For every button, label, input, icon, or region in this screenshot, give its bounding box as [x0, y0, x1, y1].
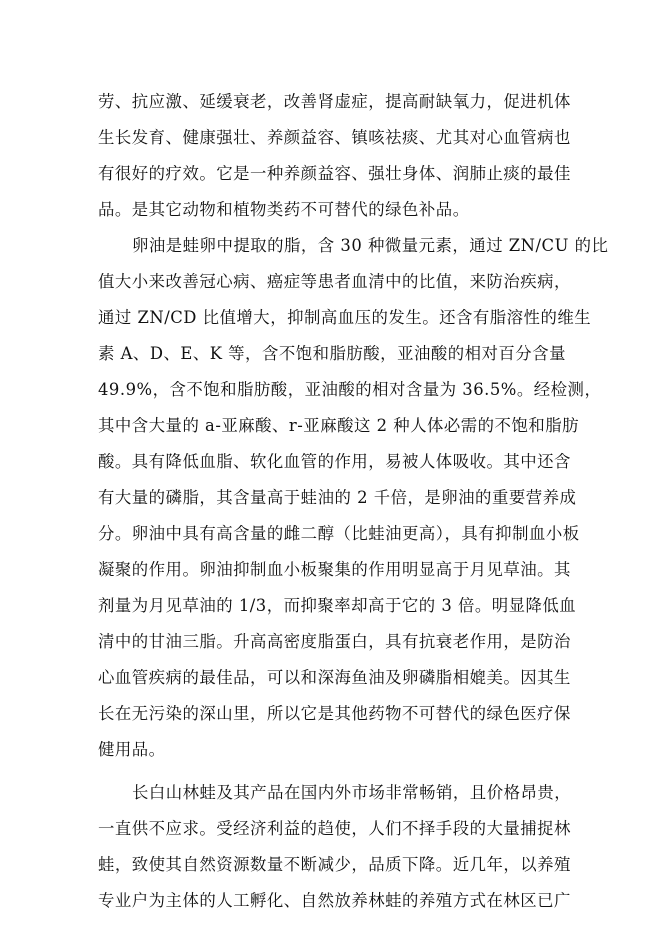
- text-line: 心血管疾病的最佳品，可以和深海鱼油及卵磷脂相媲美。因其生: [98, 668, 571, 687]
- text-line: 凝聚的作用。卵油抑制血小板聚集的作用明显高于月见草油。其: [98, 560, 571, 579]
- text-line: 蛙，致使其自然资源数量不断减少，品质下降。近几年，以养殖: [98, 855, 571, 874]
- text-line: 酸。具有降低血脂、软化血管的作用，易被人体吸收。其中还含: [98, 452, 571, 471]
- text-line: 健用品。: [98, 740, 166, 759]
- text-line: 通过 ZN/CD 比值增大，抑制高血压的发生。还含有脂溶性的维生: [98, 308, 592, 327]
- text-line: 值大小来改善冠心病、癌症等患者血清中的比值，来防治疾病，: [98, 272, 571, 291]
- text-line: 生长发育、健康强壮、养颜益容、镇咳祛痰、尤其对心血管病也: [98, 128, 571, 147]
- text-line: 长白山林蛙及其产品在国内外市场非常畅销，且价格昂贵，: [132, 783, 572, 802]
- text-line: 素 A、D、E、K 等，含不饱和脂肪酸，亚油酸的相对百分含量: [98, 344, 566, 363]
- text-line: 有大量的磷脂，其含量高于蛙油的 2 千倍，是卵油的重要营养成: [98, 488, 577, 507]
- text-line: 有很好的疗效。它是一种养颜益容、强壮身体、润肺止痰的最佳: [98, 164, 571, 183]
- text-line: 品。是其它动物和植物类药不可替代的绿色补品。: [98, 200, 470, 219]
- text-line: 剂量为月见草油的 1/3，而抑聚率却高于它的 3 倍。明显降低血: [98, 596, 577, 615]
- text-line: 劳、抗应激、延缓衰老，改善肾虚症，提高耐缺氧力，促进机体: [98, 92, 571, 111]
- text-line: 卵油是蛙卵中提取的脂，含 30 种微量元素，通过 ZN/CU 的比: [132, 236, 609, 255]
- text-line: 分。卵油中具有高含量的雌二醇（比蛙油更高），具有抑制血小板: [98, 524, 580, 543]
- text-line: 一直供不应求。受经济利益的趋使，人们不择手段的大量捕捉林: [98, 819, 571, 838]
- text-line: 长在无污染的深山里，所以它是其他药物不可替代的绿色医疗保: [98, 704, 571, 723]
- text-line: 专业户为主体的人工孵化、自然放养林蛙的养殖方式在林区已广: [98, 891, 571, 910]
- text-line: 清中的甘油三脂。升高高密度脂蛋白，具有抗衰老作用，是防治: [98, 632, 571, 651]
- text-line: 其中含大量的 a-亚麻酸、r-亚麻酸这 2 种人体必需的不饱和脂肪: [98, 416, 580, 435]
- text-line: 49.9%，含不饱和脂肪酸，亚油酸的相对含量为 36.5%。经检测，: [98, 380, 602, 399]
